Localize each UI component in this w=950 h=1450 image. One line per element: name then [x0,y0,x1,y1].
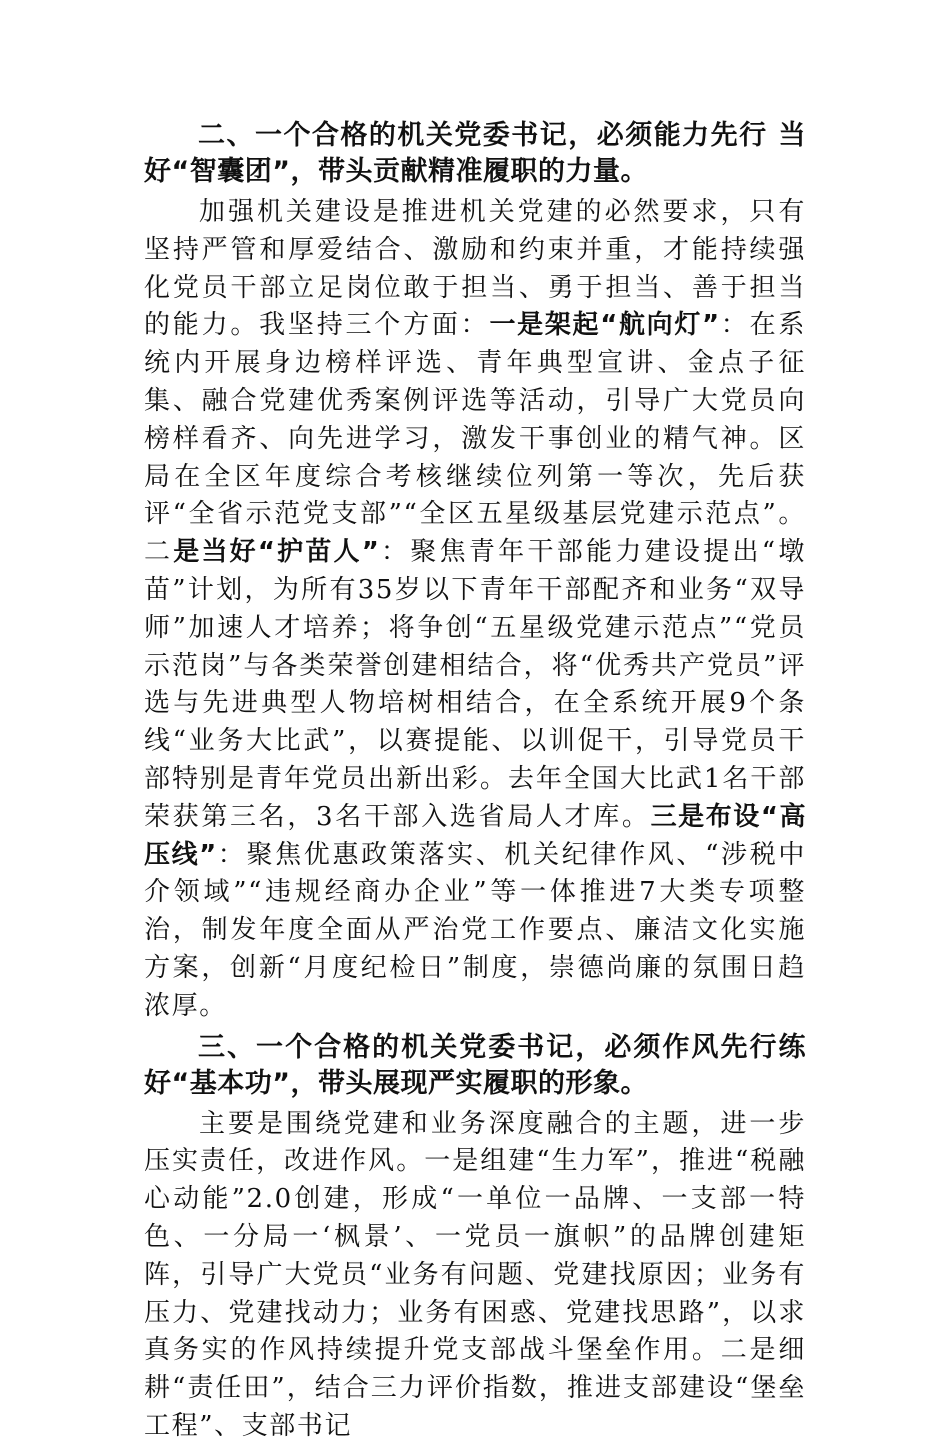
point1-text: ：在系统内开展身边榜样评选、青年典型宣讲、金点子征集、融合党建优秀案例评选等活动，引导广大党员向榜样看齐、向先进学习，激发干事创业的精气神。区局在全区年度综合考核继续位列第一等次，先后获评“全省示范党支部”“全区五星级基层党建示范点”。二 [144,310,806,568]
document-page [144,118,806,1450]
point2-text: ：聚焦青年干部能力建设提出“墩苗”计划，为所有35岁以下青年干部配齐和业务“双导师”加速人才培养；将争创“五星级党建示范点”“党员示范岗”与各类荣誉创建相结合，将“优秀共产党员”评选与先进典型人物培树相结合，在全系统开展9个条线“业务大比武”，以赛提能、以训促干，引导党员干部特别是青年党员出新出彩。去年全国大比武1名干部荣获第三名，3名干部入选省局人才库。 [144,537,806,832]
point2-title: 是当好“护苗人” [173,537,380,568]
section-paragraph-3: 主要是围绕党建和业务深度融合的主题，进一步压实责任，改进作风。一是组建“生力军”，推进“税融心动能”2.0创建，形成“一单位一品牌、一支部一特色、一分局一‘枫景’、一党员一旗帜”的品牌创建矩阵，引导广大党员“业务有问题、党建找原因；业务有压力、党建找动力；业务有困惑、党建找思路”，以求真务实的作风持续提升党支部战斗堡垒作用。二是细耕“责任田”，结合三力评价指数，推进支部建设“堡垒工程”、支部书记 [144,1108,806,1441]
point3-text: ：聚焦优惠政策落实、机关纪律作风、“涉税中介领域”“违规经商办企业”等一体推进7大类专项整治，制发年度全面从严治党工作要点、廉洁文化实施方案，创新“月度纪检日”制度，崇德尚廉的氛围日趋浓厚。 [144,839,806,1021]
section-heading-3: 三、一个合格的机关党委书记，必须作风先行练好“基本功”，带头展现严实履职的形象。 [144,1031,806,1099]
section-heading-2: 二、一个合格的机关党委书记，必须能力先行 当好“智囊团”，带头贡献精准履职的力量。 [144,120,806,187]
paragraph-intro: 加强机关建设是推进机关党建的必然要求，只有坚持严管和厚爱结合、激励和约束并重，才能持续强化党员干部立足岗位敢于担当、勇于担当、善于担当的能力。我坚持三个方面： [144,197,806,341]
point3-title: 三是布设“高压线” [144,801,807,870]
point1-title: 一是架起“航向灯” [489,310,720,341]
section-paragraph-2 [144,194,806,1026]
